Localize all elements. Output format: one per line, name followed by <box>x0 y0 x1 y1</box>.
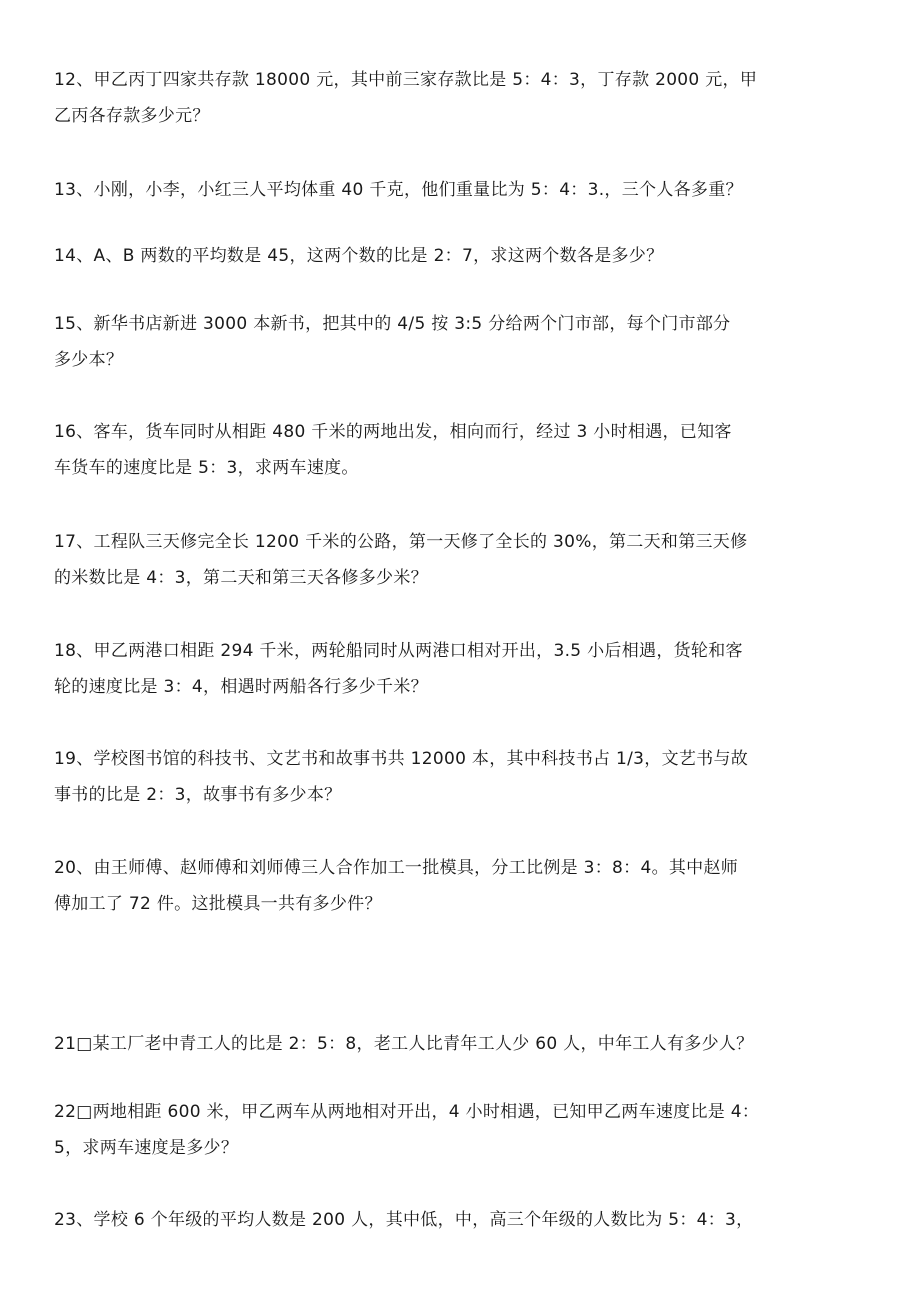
problem-22-line-1: 22□两地相距 600 米，甲乙两车从两地相对开出，4 小时相遇，已知甲乙两车速度比是 4： <box>54 1102 760 1122</box>
problem-21-line-1: 21□某工厂老中青工人的比是 2：5：8，老工人比青年工人少 60 人，中年工人有多少人？ <box>54 1034 754 1054</box>
problem-15 <box>54 306 834 378</box>
problem-13-line-1: 13、小刚，小李，小红三人平均体重 40 千克，他们重量比为 5：4：3.，三个人各多重？ <box>54 180 743 200</box>
problem-16-line-2: 车货车的速度比是 5：3，求两车速度。 <box>54 458 359 478</box>
problem-23 <box>54 1202 834 1238</box>
problem-18-line-2: 轮的速度比是 3：4，相遇时两船各行多少千米？ <box>54 677 428 697</box>
problem-14 <box>54 238 834 274</box>
problem-18-line-1: 18、甲乙两港口相距 294 千米，两轮船同时从两港口相对开出，3.5 小后相遇，货轮和客 <box>54 641 743 661</box>
problem-22 <box>54 1094 834 1166</box>
problem-22-line-2: 5，求两车速度是多少？ <box>54 1138 239 1158</box>
problem-21 <box>54 1026 834 1062</box>
problem-17 <box>54 524 834 596</box>
problem-18 <box>54 633 834 705</box>
problem-15-line-2: 多少本？ <box>54 350 124 370</box>
problem-20 <box>54 850 834 922</box>
problem-13 <box>54 172 834 208</box>
problem-19-line-2: 事书的比是 2：3，故事书有多少本？ <box>54 785 342 805</box>
problem-23-line-1: 23、学校 6 个年级的平均人数是 200 人，其中低，中，高三个年级的人数比为 5：4：3， <box>54 1210 754 1230</box>
problem-20-line-2: 傅加工了 72 件。这批模具一共有多少件？ <box>54 894 382 914</box>
problem-19 <box>54 741 834 813</box>
problem-12-line-2: 乙丙各存款多少元？ <box>54 106 210 126</box>
problem-20-line-1: 20、由王师傅、赵师傅和刘师傅三人合作加工一批模具，分工比例是 3：8：4。其中赵师 <box>54 858 739 878</box>
problem-16-line-1: 16、客车，货车同时从相距 480 千米的两地出发，相向而行，经过 3 小时相遇，已知客 <box>54 422 732 442</box>
problem-19-line-1: 19、学校图书馆的科技书、文艺书和故事书共 12000 本，其中科技书占 1/3，文艺书与故 <box>54 749 749 769</box>
problem-12 <box>54 62 834 134</box>
problem-17-line-1: 17、工程队三天修完全长 1200 千米的公路，第一天修了全长的 30%，第二天和第三天修 <box>54 532 748 552</box>
problem-16 <box>54 414 834 486</box>
problem-17-line-2: 的米数比是 4：3，第二天和第三天各修多少米？ <box>54 568 428 588</box>
problem-14-line-1: 14、A、B 两数的平均数是 45，这两个数的比是 2：7，求这两个数各是多少？ <box>54 246 664 266</box>
problem-15-line-1: 15、新华书店新进 3000 本新书，把其中的 4/5 按 3:5 分给两个门市部，每个门市部分 <box>54 314 731 334</box>
problem-12-line-1: 12、甲乙丙丁四家共存款 18000 元，其中前三家存款比是 5：4：3，丁存款 2000 元，甲 <box>54 70 758 90</box>
